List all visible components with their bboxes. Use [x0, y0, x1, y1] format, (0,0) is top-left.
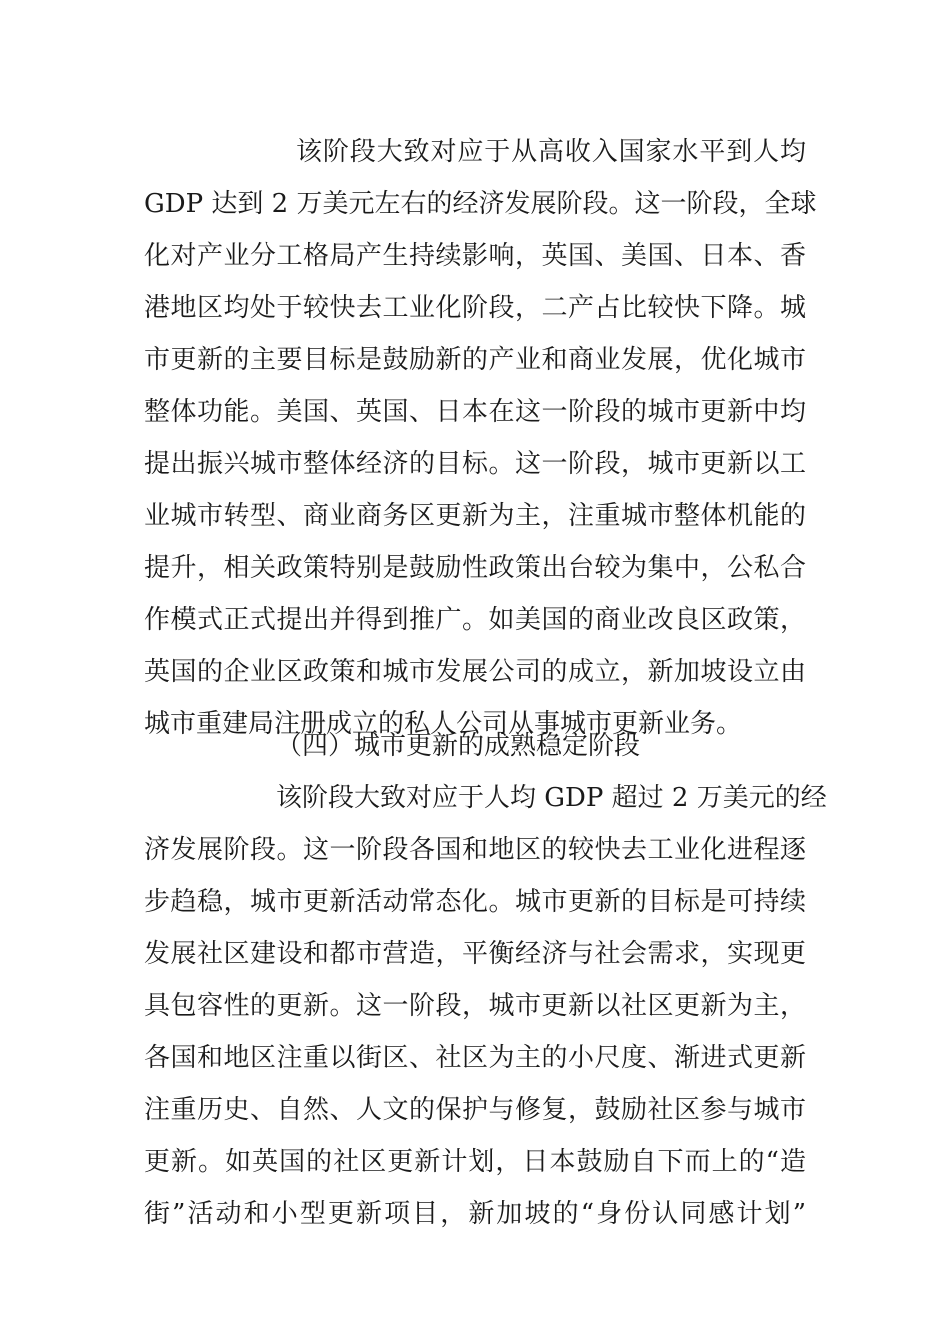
paragraph-line: 提出振兴城市整体经济的目标。这一阶段，城市更新以工	[144, 449, 806, 479]
paragraph-line: 港地区均处于较快去工业化阶段，二产占比较快下降。城	[144, 293, 806, 323]
paragraph-line: 业城市转型、商业商务区更新为主，注重城市整体机能的	[144, 501, 806, 531]
paragraph-line: 发展社区建设和都市营造，平衡经济与社会需求，实现更	[144, 939, 806, 969]
paragraph-line: 具包容性的更新。这一阶段，城市更新以社区更新为主，	[144, 991, 806, 1021]
paragraph-line: 更新。如英国的社区更新计划，日本鼓励自下而上的“造	[144, 1147, 806, 1177]
paragraph-line: 注重历史、自然、人文的保护与修复，鼓励社区参与城市	[144, 1095, 806, 1125]
paragraph-line: 步趋稳，城市更新活动常态化。城市更新的目标是可持续	[144, 887, 806, 917]
paragraph-line: 该阶段大致对应于人均 GDP 超过 2 万美元的经	[276, 783, 827, 813]
paragraph-line: 各国和地区注重以街区、社区为主的小尺度、渐进式更新	[144, 1043, 806, 1073]
paragraph-line: 市更新的主要目标是鼓励新的产业和商业发展，优化城市	[144, 345, 806, 375]
paragraph-line: 整体功能。美国、英国、日本在这一阶段的城市更新中均	[144, 397, 806, 427]
paragraph-line: 济发展阶段。这一阶段各国和地区的较快去工业化进程逐	[144, 835, 806, 865]
paragraph-line: 英国的企业区政策和城市发展公司的成立，新加坡设立由	[144, 657, 806, 687]
section-heading: （四）城市更新的成熟稳定阶段	[276, 731, 641, 761]
paragraph-line: 该阶段大致对应于从高收入国家水平到人均	[296, 137, 806, 167]
paragraph-line: 作模式正式提出并得到推广。如美国的商业改良区政策，	[144, 605, 806, 635]
paragraph-line: GDP 达到 2 万美元左右的经济发展阶段。这一阶段，全球	[144, 189, 817, 219]
paragraph-line: 提升，相关政策特别是鼓励性政策出台较为集中，公私合	[144, 553, 806, 583]
paragraph-line: 化对产业分工格局产生持续影响，英国、美国、日本、香	[144, 241, 806, 271]
paragraph-line: 城市重建局注册成立的私人公司从事城市更新业务。	[144, 709, 743, 739]
paragraph-line: 街”活动和小型更新项目，新加坡的“身份认同感计划”	[144, 1199, 806, 1229]
